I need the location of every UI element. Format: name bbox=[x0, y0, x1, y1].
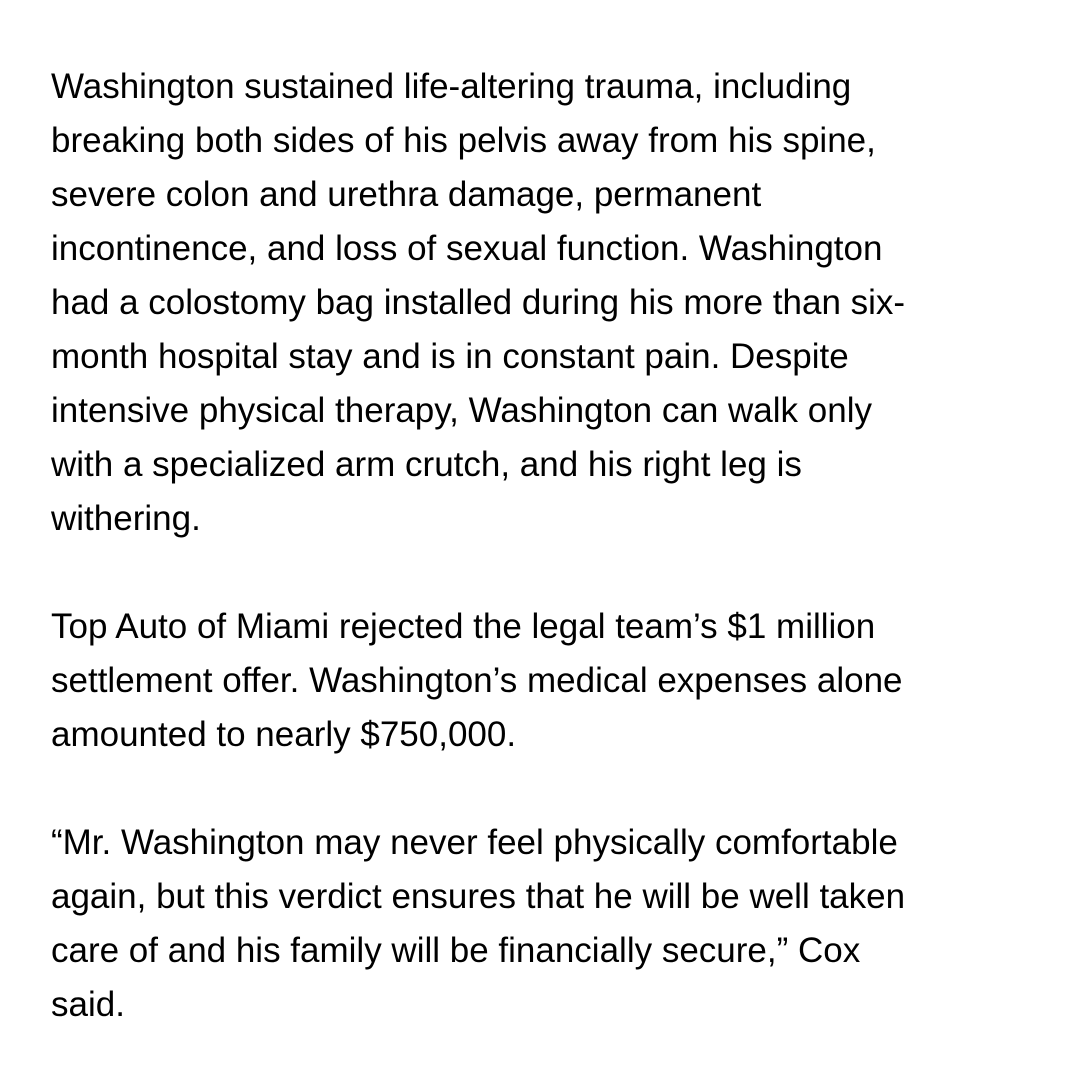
text-line: month hospital stay and is in constant pain. Despite bbox=[51, 337, 849, 376]
paragraph-spacer bbox=[51, 762, 1041, 816]
text-line: incontinence, and loss of sexual function. Washington bbox=[51, 229, 883, 268]
paragraph-spacer bbox=[51, 546, 1041, 600]
paragraph-injuries bbox=[51, 60, 1041, 546]
text-line: settlement offer. Washington’s medical expenses alone bbox=[51, 661, 903, 700]
text-line: with a specialized arm crutch, and his right leg is bbox=[51, 445, 802, 484]
text-line: care of and his family will be financially secure,” Cox bbox=[51, 931, 861, 970]
text-line: said. bbox=[51, 985, 125, 1024]
text-line: “Mr. Washington may never feel physically comfortable bbox=[51, 823, 898, 862]
text-line: Top Auto of Miami rejected the legal team’s $1 million bbox=[51, 607, 876, 646]
paragraph-quote bbox=[51, 816, 1041, 1032]
text-line: withering. bbox=[51, 499, 201, 538]
text-line: breaking both sides of his pelvis away from his spine, bbox=[51, 121, 876, 160]
text-line: had a colostomy bag installed during his more than six- bbox=[51, 283, 906, 322]
text-line: amounted to nearly $750,000. bbox=[51, 715, 517, 754]
article-text bbox=[51, 60, 1041, 1032]
text-line: again, but this verdict ensures that he will be well taken bbox=[51, 877, 906, 916]
text-line: Washington sustained life-altering trauma, including bbox=[51, 67, 852, 106]
text-line: intensive physical therapy, Washington can walk only bbox=[51, 391, 872, 430]
text-line: severe colon and urethra damage, permanent bbox=[51, 175, 762, 214]
paragraph-settlement bbox=[51, 600, 1041, 762]
